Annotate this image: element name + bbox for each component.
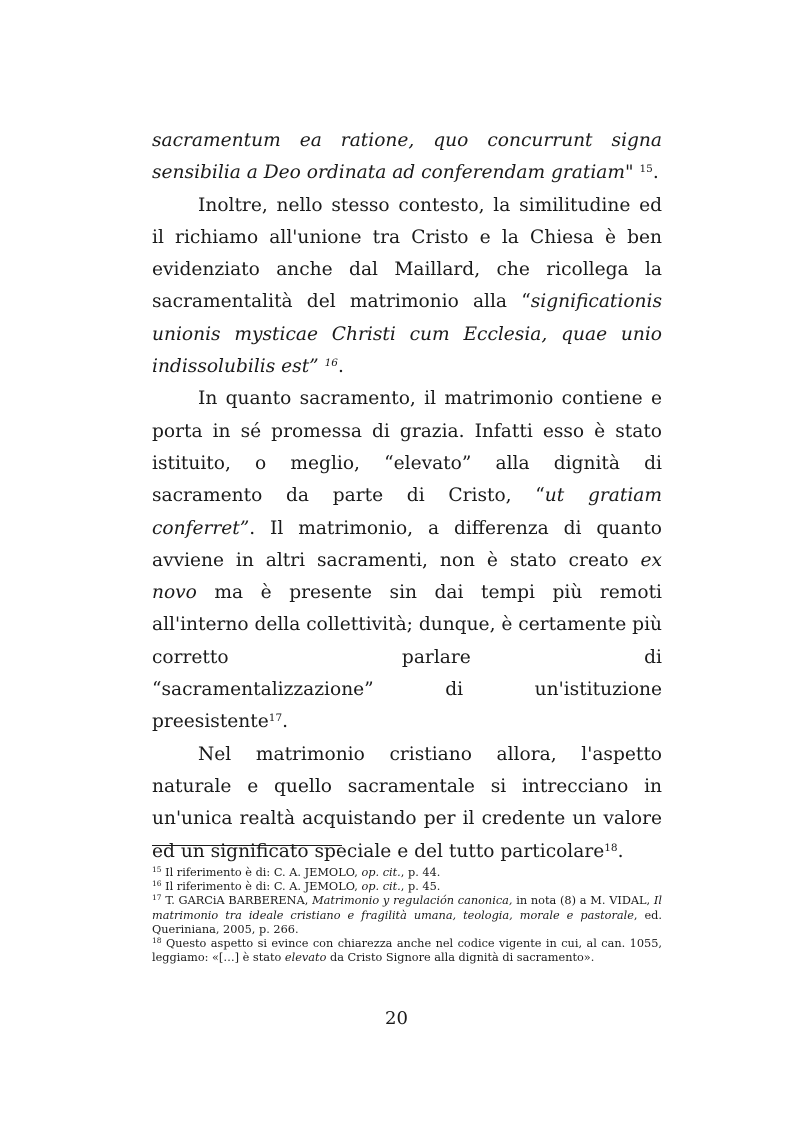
footnote-ref-17[interactable]: 17 [268,712,283,725]
footnote-18: $^{18}$ Questo aspetto si evince con chiarezza anche nel codice vigente in cui, al can. 1055, leggiamo: «[…] è stato elevato da Cristo Signore alla dignità di sacramento». [152,936,662,965]
paragraph-3-end: “sacramentalizzazione” di un'istituzione preesistente$^{17}$. [152,679,662,733]
paragraph-4: Nel matrimonio cristiano allora, l'aspetto naturale e quello sacramentale si intrecciano in un'unica realtà acquistando per il credente un valore ed un significato speciale e del tutto particolare$^{18}$. [152,743,662,862]
footnote-16: $^{16}$ Il riferimento è di: C. A. JEMOLO, op. cit., p. 45. [152,879,441,894]
paragraph-2: Inoltre, nello stesso contesto, la similitudine ed il richiamo all'unione tra Cristo e la Chiesa è ben evidenziato anche dal Maillard, che ricollega la sacramentalità del matrimonio alla “significationis unionis mysticae Christi cum Ecclesia, quae unio indissolubilis est” $^{16}$. [152,194,662,378]
footnote-ref-15[interactable]: 15 [639,163,653,176]
footnote-15: $^{15}$ Il riferimento è di: C. A. JEMOLO, op. cit., p. 44. [152,865,441,879]
page-number: 20 [385,1008,408,1029]
main-text [152,125,662,868]
footnote-17: $^{17}$ T. GARCiA BARBERENA, Matrimonio y regulación canonica, in nota (8) a M. VIDAL, Il matrimonio tra ideale cristiano e fragilità umana, teologia, morale e pastorale, ed. Queriniana, 2005, p. 266. [152,893,662,936]
paragraph-1: sacramentum ea ratione, quo concurrunt signa sensibilia a Deo ordinata ad conferendam gratiam" $^{15}$. [152,130,662,184]
footnote-ref-16[interactable]: 16 [324,357,338,370]
footnote-ref-18[interactable]: 18 [604,841,618,854]
paragraph-3: In quanto sacramento, il matrimonio contiene e porta in sé promessa di grazia. Infatti esso è stato istituito, o meglio, “elevato” alla dignità di sacramento da parte di Cristo, “ut gratiam conferret”. Il matrimonio, a differenza di quanto avviene in altri sacramenti, non è stato creato ex novo ma è presente sin dai tempi più remoti all'interno della collettività; dunque, è certamente più corretto parlare di [152,388,662,668]
footnotes [152,866,662,965]
footnote-separator [152,845,342,846]
